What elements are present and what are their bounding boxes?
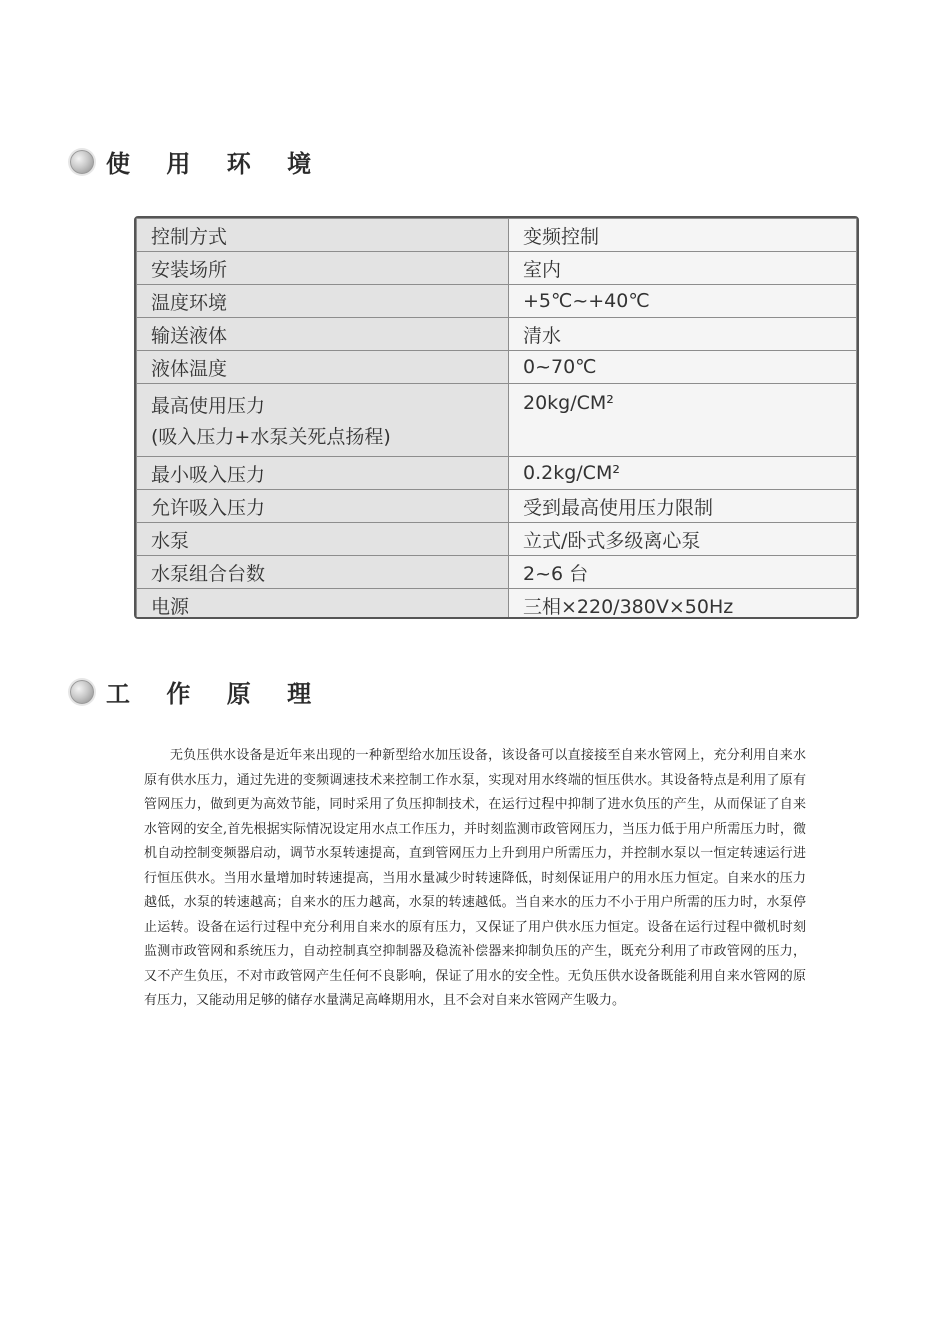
spec-value: 0.2kg/CM²	[509, 457, 857, 490]
spec-value: 0~70℃	[509, 351, 857, 384]
table-row	[137, 589, 857, 620]
table-row	[137, 556, 857, 589]
table-row	[137, 252, 857, 285]
section-heading-environment	[70, 144, 325, 179]
section-heading-principle	[70, 674, 325, 709]
spec-value: +5℃~+40℃	[509, 285, 857, 318]
spec-label: 允许吸入压力	[137, 490, 509, 523]
table-row	[137, 219, 857, 252]
spec-value: 变频控制	[509, 219, 857, 252]
spec-value: 室内	[509, 252, 857, 285]
spec-label: 水泵	[137, 523, 509, 556]
table-row	[137, 318, 857, 351]
spec-value: 立式/卧式多级离心泵	[509, 523, 857, 556]
table-row	[137, 384, 857, 457]
table-row	[137, 457, 857, 490]
spec-label: 控制方式	[137, 219, 509, 252]
spec-label: 水泵组合台数	[137, 556, 509, 589]
table-row	[137, 523, 857, 556]
spec-value: 三相×220/380V×50Hz	[509, 589, 857, 620]
spec-sub-label: (吸入压力+水泵关死点扬程)	[151, 426, 391, 448]
spec-value: 2~6 台	[509, 556, 857, 589]
spec-label: 电源	[137, 589, 509, 620]
spec-value: 清水	[509, 318, 857, 351]
table-row	[137, 490, 857, 523]
spec-table	[134, 216, 859, 619]
section-title-environment: 使 用 环 境	[106, 150, 326, 178]
spec-label: 最高使用压力	[151, 395, 266, 417]
principle-paragraph: 无负压供水设备是近年来出现的一种新型给水加压设备，该设备可以直接接至自来水管网上，充分利用自来水原有供水压力，通过先进的变频调速技术来控制工作水泵，实现对用水终端的恒压供水。其设备特点是利用了原有管网压力，做到更为高效节能，同时采用了负压抑制技术，在运行过程中抑制了进水负压的产生，从而保证了自来水管网的安全,首先根据实际情况设定用水点工作压力，并时刻监测市政管网压力，当压力低于用户所需压力时，微机自动控制变频器启动，调节水泵转速提高，直到管网压力上升到用户所需压力，并控制水泵以一恒定转速运行进行恒压供水。当用水量增加时转速提高，当用水量减少时转速降低，时刻保证用户的用水压力恒定。自来水的压力越低，水泵的转速越高；自来水的压力越高，水泵的转速越低。当自来水的压力不小于用户所需的压力时，水泵停止运转。设备在运行过程中充分利用自来水的原有压力，又保证了用户供水压力恒定。设备在运行过程中微机时刻监测市政管网和系统压力，自动控制真空抑制器及稳流补偿器来抑制负压的产生，既充分利用了市政管网的压力，又不产生负压，不对市政管网产生任何不良影响，保证了用水的安全性。无负压供水设备既能利用自来水管网的原有压力，又能动用足够的储存水量满足高峰期用水，且不会对自来水管网产生吸力。	[144, 748, 806, 1008]
section-title-principle: 工 作 原 理	[106, 680, 326, 708]
circle-bullet-icon	[70, 150, 94, 174]
spec-value: 受到最高使用压力限制	[509, 490, 857, 523]
spec-value: 20kg/CM²	[509, 384, 857, 457]
spec-label-cell	[137, 384, 509, 457]
table-row	[137, 351, 857, 384]
spec-label: 输送液体	[137, 318, 509, 351]
circle-bullet-icon	[70, 680, 94, 704]
spec-label: 液体温度	[137, 351, 509, 384]
spec-label: 安装场所	[137, 252, 509, 285]
table-row	[137, 285, 857, 318]
spec-label: 最小吸入压力	[137, 457, 509, 490]
spec-label: 温度环境	[137, 285, 509, 318]
